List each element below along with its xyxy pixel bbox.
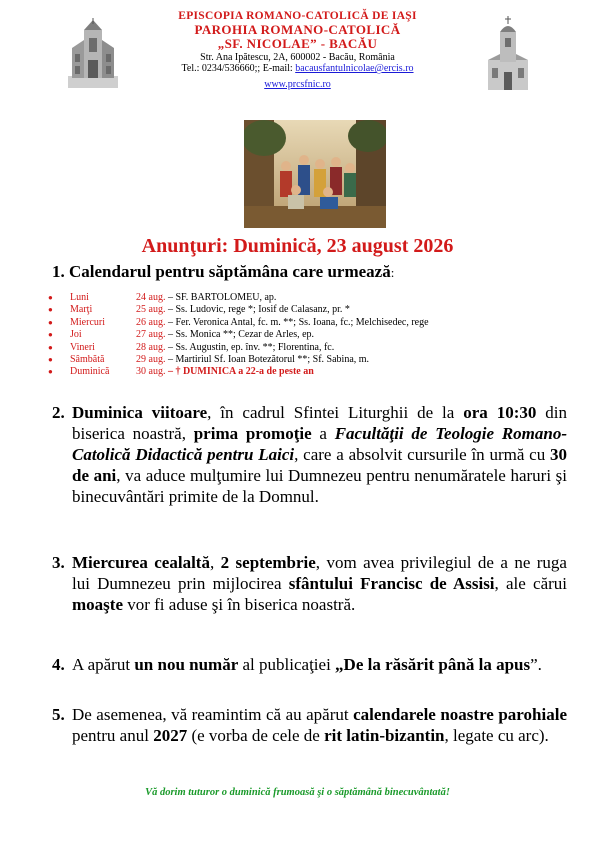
- phone-text: Tel.: 0234/536660;; E-mail:: [181, 63, 296, 75]
- text-run: vor fi aduse şi în biserica noastră.: [122, 595, 356, 614]
- text-bold: 2 septembrie: [220, 553, 316, 572]
- diocese-name: EPISCOPIA ROMANO-CATOLICĂ DE IAŞI: [178, 10, 417, 22]
- email-link[interactable]: bacausfantulnicolae@ercis.ro: [295, 63, 414, 75]
- calendar-day: Marţi: [70, 304, 93, 316]
- website-link[interactable]: www.prcsfnic.ro: [264, 79, 331, 91]
- text-bold: un nou număr: [134, 655, 239, 674]
- calendar-row: [48, 342, 568, 354]
- item-text: [72, 704, 567, 746]
- bullet-icon: ●: [48, 355, 53, 365]
- item-text: [72, 402, 567, 507]
- calendar-day: Miercuri: [70, 316, 105, 328]
- text-bold: moaşte: [72, 595, 123, 614]
- text-run: , vom avea privilegiul de a ne ruga lui Dumnezeu prin mijlocirea: [72, 553, 567, 593]
- text-run: , ale cărui: [494, 574, 567, 593]
- parish-header: [120, 10, 475, 92]
- text-run: al publicaţiei: [238, 655, 336, 674]
- calendar-desc: – Martiriul Sf. Ioan Botezătorul **; Sf. Sabina, m.: [165, 354, 370, 366]
- calendar-heading-text: Calendarul pentru săptămâna care urmează: [69, 262, 391, 281]
- text-run: , va aduce mulţumire lui Dumnezeu pentru nenumăratele haruri şi binecuvântări primite de la Domnul.: [72, 466, 567, 506]
- item-number-3: 3.: [52, 553, 65, 572]
- parish-saint: „SF. NICOLAE” - BACĂU: [217, 36, 378, 52]
- calendar-desc: – † DUMINICA a 22-a de peste an: [165, 366, 314, 378]
- item-number-1: 1.: [52, 262, 65, 281]
- text-run: , legate cu arc).: [444, 726, 549, 745]
- bullet-icon: ●: [48, 317, 53, 327]
- text-bold: Miercurea cealaltă: [72, 553, 210, 572]
- bullet-icon: ●: [48, 367, 53, 377]
- text-bold: 2027: [153, 726, 188, 745]
- calendar-heading: [52, 262, 394, 282]
- calendar-desc: – Fer. Veronica Antal, fc. m. **; Ss. Ioana, fc.; Melchisedec, rege: [165, 316, 429, 328]
- calendar-desc: – Ss. Ludovic, rege *; Iosif de Calasanz, pr. *: [165, 304, 350, 316]
- text-run: ,: [209, 553, 221, 572]
- text-bold: 30 de ani: [72, 445, 567, 485]
- parish-name: PAROHIA ROMANO-CATOLICĂ: [194, 21, 401, 37]
- parish-address: Str. Ana Ipătescu, 2A, 600002 - Bacău, România: [200, 51, 395, 63]
- calendar-desc: – Ss. Monica **; Cezar de Arles, ep.: [165, 329, 315, 341]
- calendar-row: [48, 317, 568, 329]
- calendar-desc: – SF. BARTOLOMEU, ap.: [165, 292, 277, 303]
- calendar-day: Duminică: [70, 366, 110, 378]
- item-number-5: 5.: [52, 705, 65, 724]
- text-run: De asemenea, vă reamintim că au apărut: [72, 705, 354, 724]
- blessing-footer: Vă dorim tuturor o duminică frumoasă şi o săptămână binecuvântată!: [145, 787, 450, 798]
- text-run: din biserica noastră,: [72, 403, 567, 443]
- announcements-title: Anunţuri: Duminică, 23 august 2026: [141, 235, 454, 257]
- text-run: A apărut: [72, 655, 135, 674]
- bullet-icon: ●: [48, 305, 53, 315]
- calendar-date: 29 aug.: [136, 354, 166, 366]
- text-bold: sfântului Francisc de Assisi: [288, 574, 495, 593]
- announcement-item-5: [52, 704, 567, 746]
- text-bold-italic: Facultăţii de Teologie Romano-Catolică Didactică pentru Laici: [72, 424, 568, 464]
- calendar-row: [48, 304, 568, 316]
- calendar-desc: – Ss. Augustin, ep. înv. **; Florentina, fc.: [165, 341, 335, 353]
- calendar-date: 27 aug.: [136, 329, 166, 341]
- item-text: [72, 654, 567, 675]
- item-number-4: 4.: [52, 655, 65, 674]
- calendar-date: 28 aug.: [136, 341, 166, 353]
- text-run: a: [311, 424, 335, 443]
- calendar-date: 26 aug.: [136, 316, 166, 328]
- text-bold: Duminica viitoare: [72, 403, 208, 422]
- text-run: (e vorba de cele de: [187, 726, 325, 745]
- bullet-icon: ●: [48, 342, 53, 352]
- calendar-day: Vineri: [70, 341, 95, 353]
- calendar-date: 30 aug.: [136, 366, 166, 378]
- announcement-item-4: [52, 654, 567, 675]
- religious-painting: [244, 120, 386, 228]
- text-bold: ora 10:30: [463, 403, 537, 422]
- calendar-day: Luni: [70, 292, 89, 303]
- announcement-item-3: [52, 552, 567, 615]
- bullet-icon: ●: [48, 293, 53, 302]
- text-run: ”.: [530, 655, 542, 674]
- text-run: , care a absolvit cursurile în urmă cu: [294, 445, 550, 464]
- calendar-date: 25 aug.: [136, 304, 166, 316]
- calendar-row: [48, 329, 568, 341]
- text-bold: rit latin-bizantin: [324, 726, 445, 745]
- text-bold: „De la răsărit până la apus: [335, 655, 531, 674]
- item-text: [72, 552, 567, 615]
- item-number-2: 2.: [52, 403, 65, 422]
- text-run: pentru anul: [72, 726, 154, 745]
- text-bold: calendarele noastre parohiale: [353, 705, 567, 724]
- calendar-row: [48, 354, 568, 366]
- calendar-day: Joi: [70, 329, 82, 341]
- calendar-row: [48, 366, 568, 378]
- calendar-day: Sâmbătă: [70, 354, 105, 366]
- church-left-image: [64, 18, 122, 88]
- bullet-icon: ●: [48, 330, 53, 340]
- church-right-image: [486, 16, 530, 92]
- calendar-heading-colon: :: [390, 265, 395, 280]
- announcement-item-2: [52, 402, 567, 507]
- calendar-date: 24 aug.: [136, 292, 166, 303]
- parish-contact: [120, 63, 475, 74]
- text-run: , în cadrul Sfintei Liturghii de la: [207, 403, 464, 422]
- calendar-row: [48, 292, 568, 304]
- weekly-calendar: [48, 292, 568, 379]
- text-bold: prima promoţie: [193, 424, 312, 443]
